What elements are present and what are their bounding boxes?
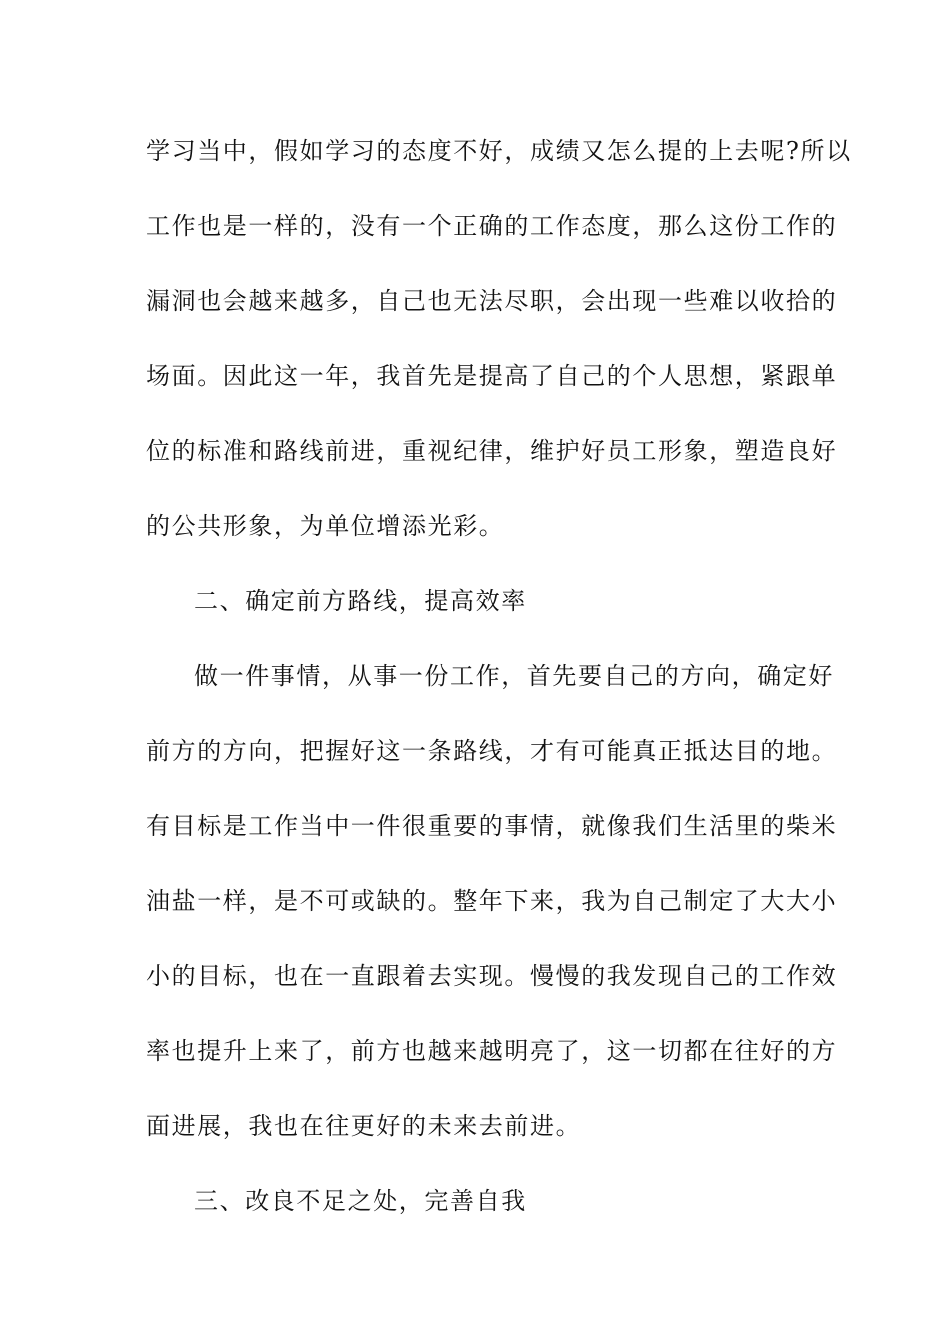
paragraph-line: 油盐一样，是不可或缺的。整年下来，我为自己制定了大大小 — [146, 887, 838, 915]
paragraph-line: 场面。因此这一年，我首先是提高了自己的个人思想，紧跟单 — [146, 362, 838, 390]
section-heading-2: 二、确定前方路线，提高效率 — [194, 587, 527, 615]
section-heading-3: 三、改良不足之处，完善自我 — [194, 1187, 527, 1215]
paragraph-line: 有目标是工作当中一件很重要的事情，就像我们生活里的柴米 — [146, 812, 838, 840]
paragraph-line: 的公共形象，为单位增添光彩。 — [146, 512, 505, 540]
paragraph-line: 面进展，我也在往更好的未来去前进。 — [146, 1112, 582, 1140]
paragraph-line: 前方的方向，把握好这一条路线，才有可能真正抵达目的地。 — [146, 737, 838, 765]
paragraph-line: 位的标准和路线前进，重视纪律，维护好员工形象，塑造良好 — [146, 437, 838, 465]
paragraph-line: 小的目标，也在一直跟着去实现。慢慢的我发现自己的工作效 — [146, 962, 838, 990]
paragraph-line: 工作也是一样的，没有一个正确的工作态度，那么这份工作的 — [146, 212, 838, 240]
paragraph-line: 学习当中，假如学习的态度不好，成绩又怎么提的上去呢?所以 — [146, 137, 852, 165]
paragraph-line: 率也提升上来了，前方也越来越明亮了，这一切都在往好的方 — [146, 1037, 838, 1065]
paragraph-line: 做一件事情，从事一份工作，首先要自己的方向，确定好 — [194, 662, 834, 690]
paragraph-line: 漏洞也会越来越多，自己也无法尽职，会出现一些难以收拾的 — [146, 287, 838, 315]
